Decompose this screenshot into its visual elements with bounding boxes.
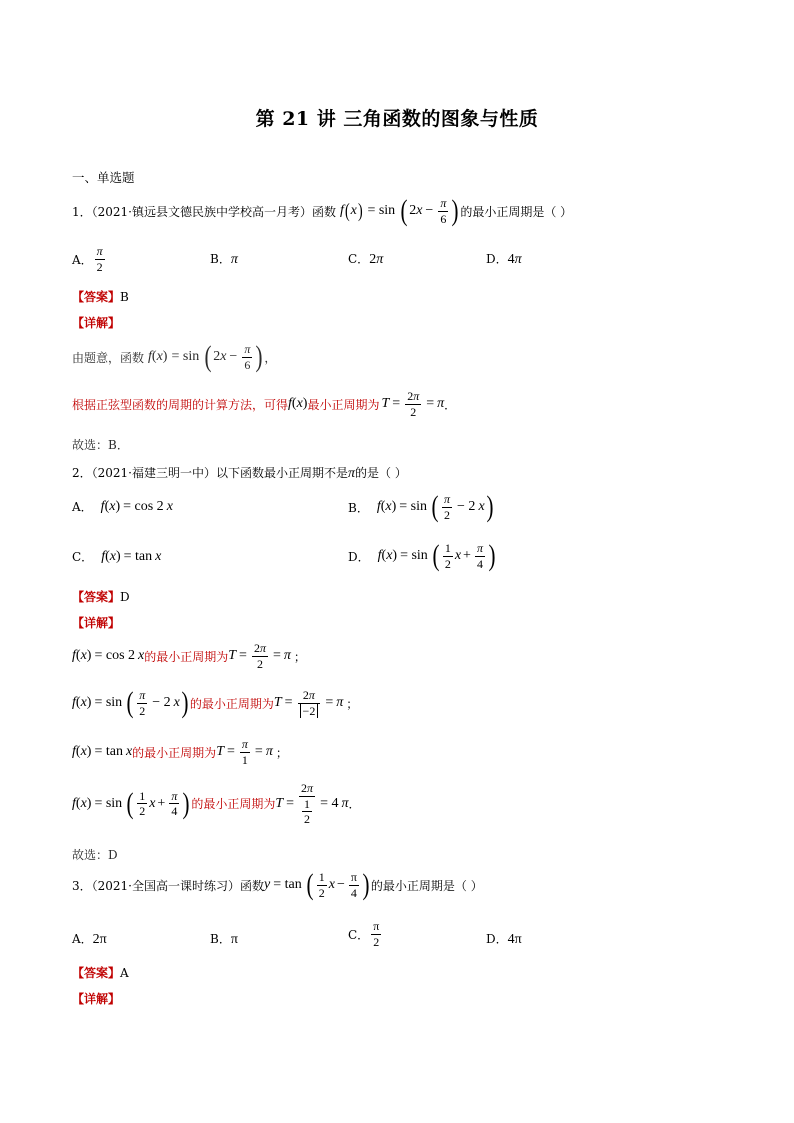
question-2-solution-c: f ( x ) = tan x 的最小正周期为 T = $\frac{\pi}{1}$ = π ； — [72, 737, 288, 767]
question-3-detail-tag: 【详解】 — [72, 992, 121, 1006]
question-2-solution-b: f ( x ) = sin ( $\frac{\pi}{2}$ − 2 x ) 的最小正周期为 T = $\frac{2\pi}{-2}$ = π ； — [72, 686, 359, 719]
question-2-stem: 2．（2021·福建三明一中）以下函数最小正周期不是π的是（ ） — [72, 466, 407, 481]
question-1-stem: 1．（2021·镇远县文德民族中学校高一月考）函数 f ( x ) = sin ( 2 x − $\frac{\pi}{6}$ ) 的最小正周期是（ ） — [72, 194, 573, 227]
question-2-solution-a: f ( x ) = cos 2 x 的最小正周期为 T = $\frac{2\pi}{2}$ = π ； — [72, 641, 306, 671]
question-1-option-a[interactable]: A． $\frac{\pi}{2}$ — [72, 244, 103, 274]
question-1-option-c[interactable]: C．2π — [348, 252, 384, 267]
question-2-option-c[interactable]: C． f ( x ) = tan x — [72, 548, 162, 564]
question-2-answer: 【答案】D — [72, 590, 130, 604]
question-1-choice: 故选：B． — [72, 438, 129, 452]
question-3-option-d[interactable]: D．4π — [486, 932, 522, 947]
question-3-option-b[interactable]: B．π — [210, 932, 238, 947]
question-2-option-b[interactable]: B． f ( x ) = sin ( $\frac{\pi}{2}$ − 2 x ) — [348, 490, 494, 523]
question-1-prefix: 1．（2021·镇远县文德民族中学校高一月考）函数 — [72, 204, 336, 219]
question-3-option-a[interactable]: A．2π — [72, 932, 107, 947]
question-2-option-d[interactable]: D． f ( x ) = sin ( $\frac{1}{2}$ x + $\frac{\pi}{4}$ ) — [348, 539, 496, 572]
question-1-suffix: 的最小正周期是（ ） — [460, 204, 573, 219]
question-2-detail-tag: 【详解】 — [72, 616, 121, 630]
question-2-solution-d: f ( x ) = sin ( $\frac{1}{2}$ x + $\frac{\pi}{4}$ ) 的最小正周期为 T = $\frac{2\pi}{\frac{1}{2}}$ = 4 π ． — [72, 781, 361, 827]
question-2-option-a[interactable]: A． f ( x ) = cos 2 x — [72, 498, 173, 514]
question-1-option-d[interactable]: D．4π — [486, 252, 522, 267]
question-1-option-b[interactable]: B．π — [210, 252, 238, 267]
question-3-option-c[interactable]: C． $\frac{\pi}{2}$ — [348, 919, 380, 949]
section-heading: 一、单选题 — [72, 170, 135, 185]
question-1-solution-2: 根据正弦型函数的周期的计算方法，可得 f ( x ) 最小正周期为 T = $\frac{2\pi}{2}$ = π ． — [72, 389, 457, 419]
question-1-detail-tag: 【详解】 — [72, 316, 121, 330]
question-1-answer: 【答案】B — [72, 290, 129, 304]
question-2-choice: 故选：D — [72, 848, 118, 862]
question-3-stem: 3．（2021·全国高一课时练习）函数 y = tan ( $\frac{1}{2}$ x − $\frac{\pi}{4}$ ) 的最小正周期是（ ） — [72, 868, 483, 901]
page-title: 第 21 讲 三角函数的图象与性质 — [255, 108, 539, 130]
question-1-solution-1: 由题意，函数 f ( x ) = sin ( 2 x − $\frac{\pi}{6}$ ) ， — [72, 340, 277, 373]
question-3-answer: 【答案】A — [72, 966, 129, 980]
